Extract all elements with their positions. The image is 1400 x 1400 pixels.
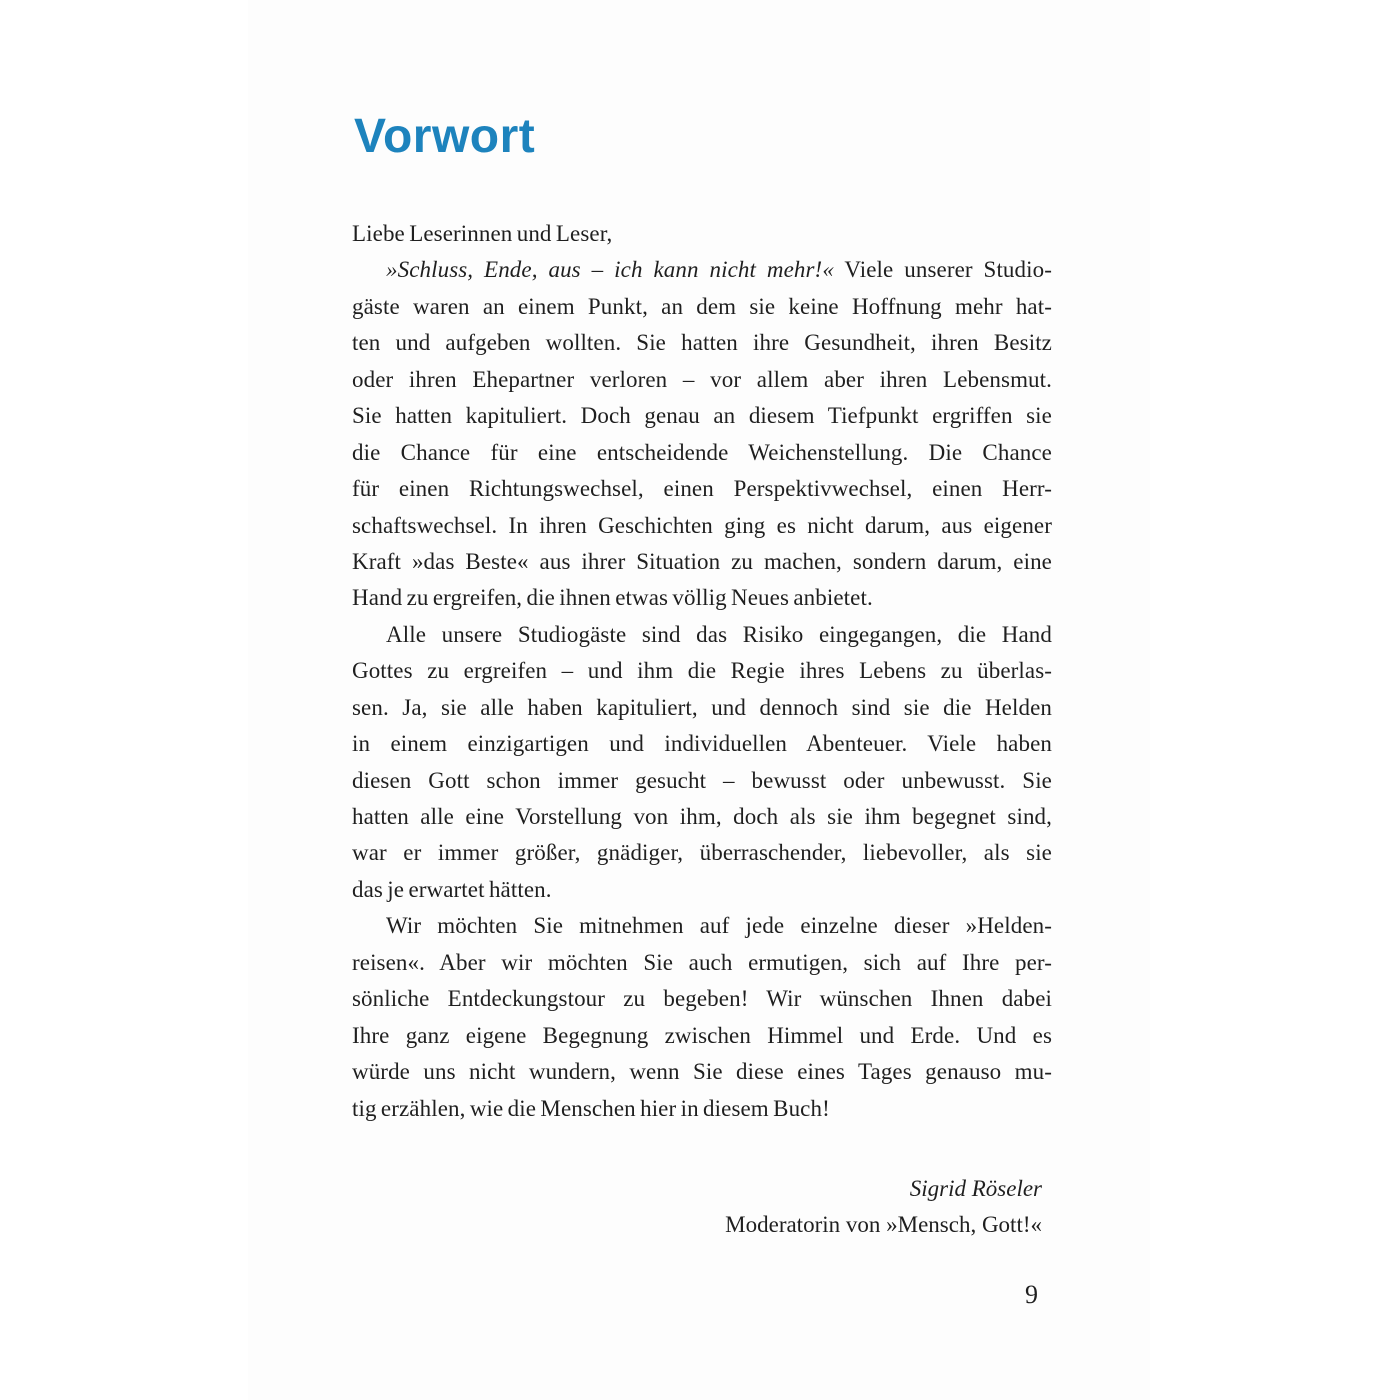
page-number: 9 <box>1025 1280 1038 1309</box>
text-line: die Chance für eine entscheidende Weichenstellung. Die Chance <box>352 439 1052 465</box>
text-line: reisen«. Aber wir möchten Sie auch ermutigen, sich auf Ihre per- <box>352 949 1052 975</box>
text-line: Sie hatten kapituliert. Doch genau an diesem Tiefpunkt ergriffen sie <box>352 403 1052 429</box>
text-line: Alle unsere Studiogäste sind das Risiko eingegangen, die Hand <box>386 621 1052 647</box>
text-line: sönliche Entdeckungstour zu begeben! Wir wünschen Ihnen dabei <box>352 986 1052 1012</box>
text-line: hatten alle eine Vorstellung von ihm, doch als sie ihm begegnet sind, <box>352 804 1052 829</box>
text-line: »Schluss, Ende, aus – ich kann nicht mehr!« Viele unserer Studio- <box>386 257 1052 283</box>
text-line: ten und aufgeben wollten. Sie hatten ihre Gesundheit, ihren Besitz <box>352 330 1052 356</box>
signature-role: Moderatorin von »Mensch, Gott!« <box>725 1212 1042 1238</box>
text-line: Ihre ganz eigene Begegnung zwischen Himmel und Erde. Und es <box>352 1022 1052 1048</box>
text-line: Hand zu ergreifen, die ihnen etwas völlig Neues anbietet. <box>352 585 873 611</box>
text-line: Kraft »das Beste« aus ihrer Situation zu machen, sondern darum, eine <box>352 548 1052 574</box>
text-line: war er immer größer, gnädiger, überraschender, liebevoller, als sie <box>352 840 1052 866</box>
text-line: schaftswechsel. In ihren Geschichten ging es nicht darum, aus eigener <box>352 512 1052 538</box>
text-line: Liebe Leserinnen und Leser, <box>352 221 613 246</box>
body-text <box>352 216 1052 1127</box>
text-line: das je erwartet hätten. <box>352 876 552 902</box>
book-page <box>248 0 1150 1400</box>
text-line: sen. Ja, sie alle haben kapituliert, und dennoch sind sie die Helden <box>352 694 1052 720</box>
text-line: tig erzählen, wie die Menschen hier in diesem Buch! <box>352 1095 830 1121</box>
signature-block <box>352 1171 1052 1244</box>
signature-name: Sigrid Röseler <box>909 1175 1042 1201</box>
page-title: Vorwort <box>354 110 536 163</box>
text-line: für einen Richtungswechsel, einen Perspektivwechsel, einen Herr- <box>352 476 1052 502</box>
text-line: oder ihren Ehepartner verloren – vor allem aber ihren Lebensmut. <box>352 366 1052 392</box>
text-line: Gottes zu ergreifen – und ihm die Regie ihres Lebens zu überlas- <box>352 658 1052 684</box>
text-line: diesen Gott schon immer gesucht – bewusst oder unbewusst. Sie <box>352 767 1052 793</box>
text-line: gäste waren an einem Punkt, an dem sie keine Hoffnung mehr hat- <box>352 293 1052 319</box>
text-line: Wir möchten Sie mitnehmen auf jede einzelne dieser »Helden- <box>386 913 1052 939</box>
text-line: in einem einzigartigen und individuellen Abenteuer. Viele haben <box>352 731 1052 757</box>
text-line: würde uns nicht wundern, wenn Sie diese eines Tages genauso mu- <box>352 1059 1052 1085</box>
